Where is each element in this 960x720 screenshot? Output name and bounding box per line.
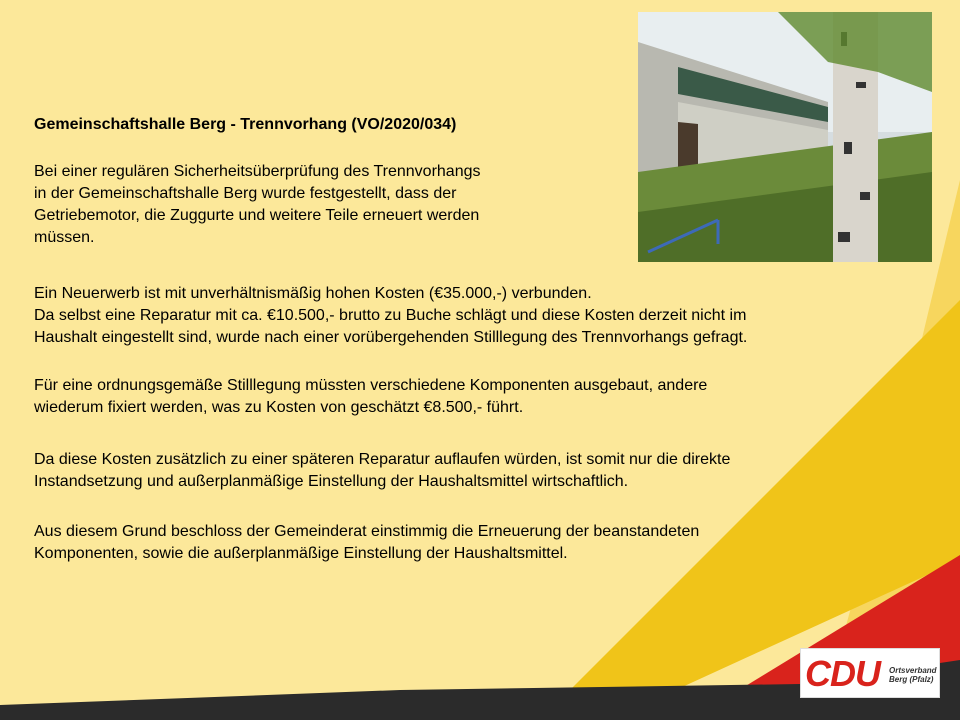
text-line: in der Gemeinschaftshalle Berg wurde festgestellt, dass der (34, 185, 457, 202)
hall-photo (638, 12, 932, 262)
text-line: Komponenten, sowie die außerplanmäßige Einstellung der Haushaltsmittel. (34, 545, 568, 562)
paragraph-economic (34, 449, 730, 493)
paragraph-costs (34, 283, 747, 349)
logo-subtitle-line: Berg (Pfalz) (889, 675, 934, 684)
slide-title: Gemeinschaftshalle Berg - Trennvorhang (VO/2020/034) (34, 116, 457, 133)
logo-wordmark: CDU (805, 653, 880, 694)
text-line: wiederum fixiert werden, was zu Kosten von geschätzt €8.500,- führt. (34, 399, 524, 416)
text-line: Da diese Kosten zusätzlich zu einer späteren Reparatur auflaufen würden, ist somit nur die direkte (34, 451, 731, 468)
text-line: Für eine ordnungsgemäße Stilllegung müssten verschiedene Komponenten ausgebaut, andere (34, 377, 708, 394)
text-line: müssen. (34, 229, 95, 246)
text-line: Bei einer regulären Sicherheitsüberprüfung des Trennvorhangs (34, 163, 481, 180)
paragraph-decision (34, 521, 699, 565)
text-line: Ein Neuerwerb ist mit unverhältnismäßig hohen Kosten (€35.000,-) verbunden. (34, 285, 592, 302)
cdu-logo (800, 648, 940, 698)
text-line: Getriebemotor, die Zuggurte und weitere Teile erneuert werden (34, 207, 480, 224)
text-line: Instandsetzung und außerplanmäßige Einstellung der Haushaltsmittel wirtschaftlich. (34, 473, 629, 490)
paragraph-decommissioning (34, 375, 707, 419)
text-line: Da selbst eine Reparatur mit ca. €10.500,- brutto zu Buche schlägt und diese Kosten derzeit nicht im (34, 307, 747, 324)
logo-subtitle-line: Ortsverband (889, 666, 937, 675)
text-line: Haushalt eingestellt sind, wurde nach einer vorübergehenden Stilllegung des Trennvorhangs gefragt. (34, 329, 748, 346)
paragraph-safety-check (34, 161, 481, 249)
text-line: Aus diesem Grund beschloss der Gemeinderat einstimmig die Erneuerung der beanstandeten (34, 523, 700, 540)
